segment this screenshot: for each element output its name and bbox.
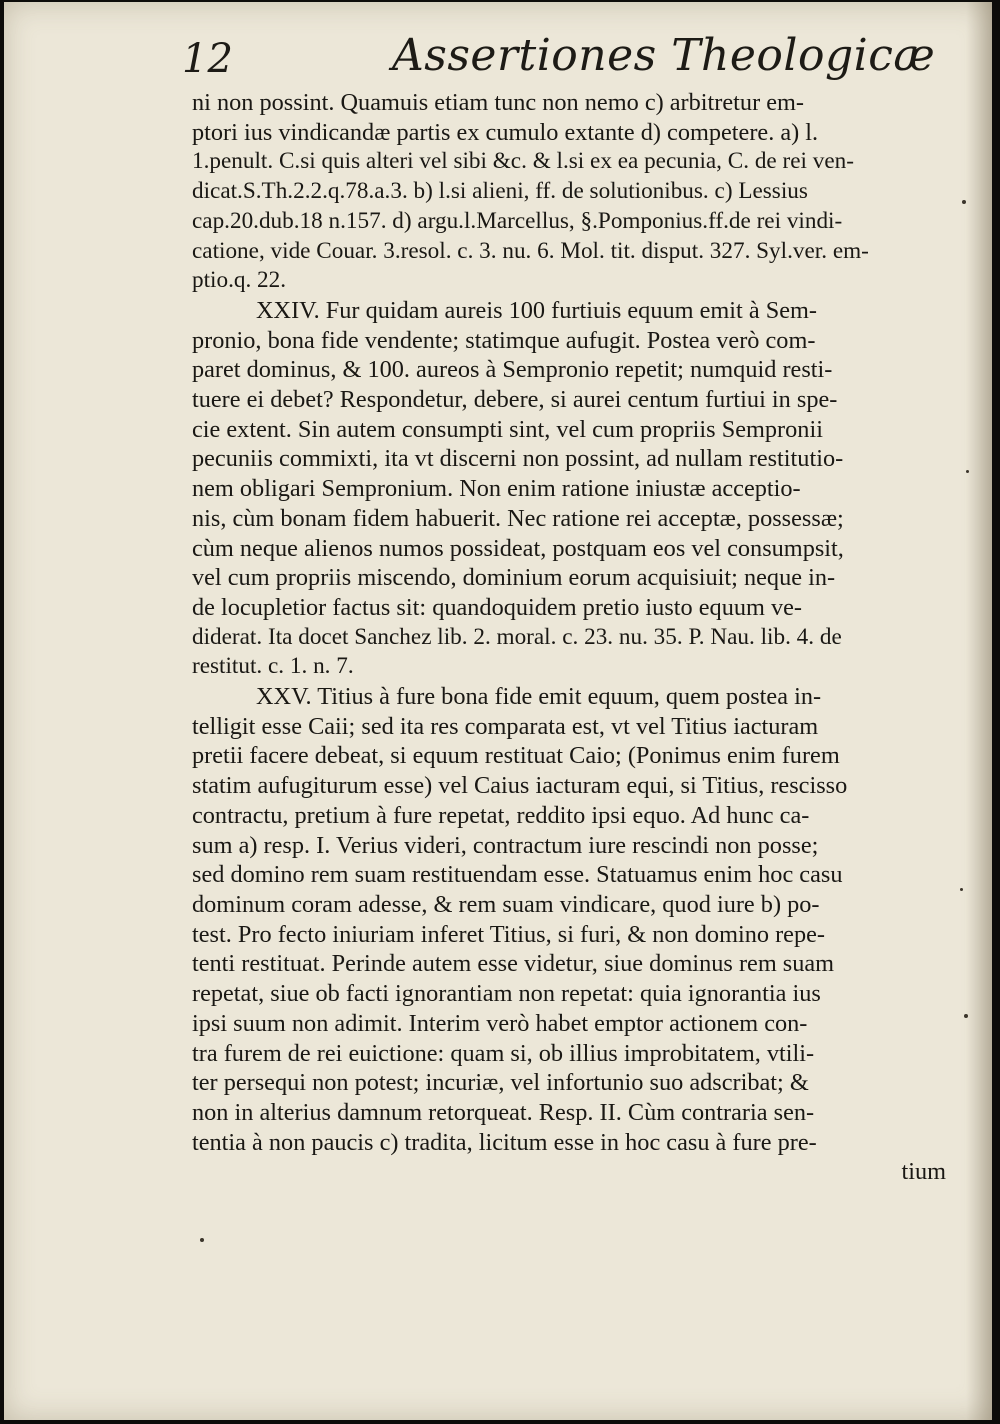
ink-speck (960, 888, 963, 891)
text-line: cie extent. Sin autem consumpti sint, vel cum propriis Sempronii (192, 415, 823, 443)
text-line: repetat, siue ob facti ignorantiam non repetat: quia ignorantia ius (192, 980, 821, 1008)
ink-speck (966, 470, 969, 473)
text-line: ter persequi non potest; incuriæ, vel infortunio suo adscribat; & (192, 1069, 809, 1097)
text-line: pecuniis commixti, ita vt discerni non possint, ad nullam restitutio- (192, 445, 844, 473)
text-line: nem obligari Sempronium. Non enim ratione iniustæ acceptio- (192, 475, 801, 503)
section-start-line: XXIV. Fur quidam aureis 100 furtiuis equum emit à Sem- (256, 296, 817, 324)
citation-line: dicat.S.Th.2.2.q.78.a.3. b) l.si alieni, ff. de solutionibus. c) Lessius (192, 178, 808, 205)
text-line: paret dominus, & 100. aureos à Sempronio repetit; numquid resti- (192, 356, 833, 384)
page-number: 12 (182, 36, 233, 82)
book-page (4, 2, 992, 1420)
citation-line: 1.penult. C.si quis alteri vel sibi &c. & l.si ex ea pecunia, C. de rei ven- (192, 148, 854, 175)
text-line: tenti restituat. Perinde autem esse videtur, siue dominus rem suam (192, 950, 835, 978)
text-line: tentia à non paucis c) tradita, licitum esse in hoc casu à fure pre- (192, 1128, 817, 1156)
page-header (4, 16, 992, 86)
catchword: tium (901, 1158, 946, 1186)
section-start-line: XXV. Titius à fure bona fide emit equum, quem postea in- (256, 683, 822, 711)
citation-line: diderat. Ita docet Sanchez lib. 2. moral. c. 23. nu. 35. P. Nau. lib. 4. de (192, 623, 842, 650)
text-line: ipsi suum non adimit. Interim verò habet emptor actionem con- (192, 1009, 808, 1037)
text-block (192, 88, 952, 1187)
text-line: tra furem de rei euictione: quam si, ob illius improbitatem, vtili- (192, 1039, 815, 1067)
citation-line: catione, vide Couar. 3.resol. c. 3. nu. 6. Mol. tit. disput. 327. Syl.ver. em- (192, 237, 869, 264)
running-head: Assertiones Theologicæ (392, 30, 936, 81)
ink-speck (962, 200, 966, 204)
text-line: tuere ei debet? Respondetur, debere, si aurei centum furtiui in spe- (192, 386, 838, 414)
text-line: pronio, bona fide vendente; statimque aufugit. Postea verò com- (192, 326, 816, 354)
text-line: de locupletior factus sit: quandoquidem pretio iusto equum ve- (192, 593, 802, 621)
text-line: test. Pro fecto iniuriam inferet Titius, si furi, & non domino repe- (192, 920, 825, 948)
citation-line: cap.20.dub.18 n.157. d) argu.l.Marcellus, §.Pomponius.ff.de rei vindi- (192, 207, 843, 234)
text-line: ptori ius vindicandæ partis ex cumulo extante d) competere. a) l. (192, 118, 819, 146)
text-line: sum a) resp. I. Verius videri, contractum iure rescindi non posse; (192, 831, 819, 859)
text-line: dominum coram adesse, & rem suam vindicare, quod iure b) po- (192, 890, 820, 918)
text-line: ni non possint. Quamuis etiam tunc non nemo c) arbitretur em- (192, 89, 805, 116)
ink-speck (964, 1014, 968, 1018)
ink-speck (200, 1238, 204, 1242)
citation-line: ptio.q. 22. (192, 267, 287, 294)
text-line: cùm neque alienos numos possideat, postquam eos vel consumpsit, (192, 534, 844, 562)
text-line: telligit esse Caii; sed ita res comparata est, vt vel Titius iacturam (192, 712, 819, 740)
text-line: statim aufugiturum esse) vel Caius iacturam equi, si Titius, rescisso (192, 772, 848, 800)
text-line: vel cum propriis miscendo, dominium eorum acquisiuit; neque in- (192, 564, 836, 592)
text-line: pretii facere debeat, si equum restituat Caio; (Ponimus enim furem (192, 742, 840, 770)
text-line: contractu, pretium à fure repetat, reddito ipsi equo. Ad hunc ca- (192, 801, 810, 829)
text-line: sed domino rem suam restituendam esse. Statuamus enim hoc casu (192, 861, 843, 889)
text-line: nis, cùm bonam fidem habuerit. Nec ratione rei acceptæ, possessæ; (192, 504, 844, 532)
citation-line: restitut. c. 1. n. 7. (192, 653, 354, 680)
text-line: non in alterius damnum retorqueat. Resp. II. Cùm contraria sen- (192, 1098, 815, 1126)
